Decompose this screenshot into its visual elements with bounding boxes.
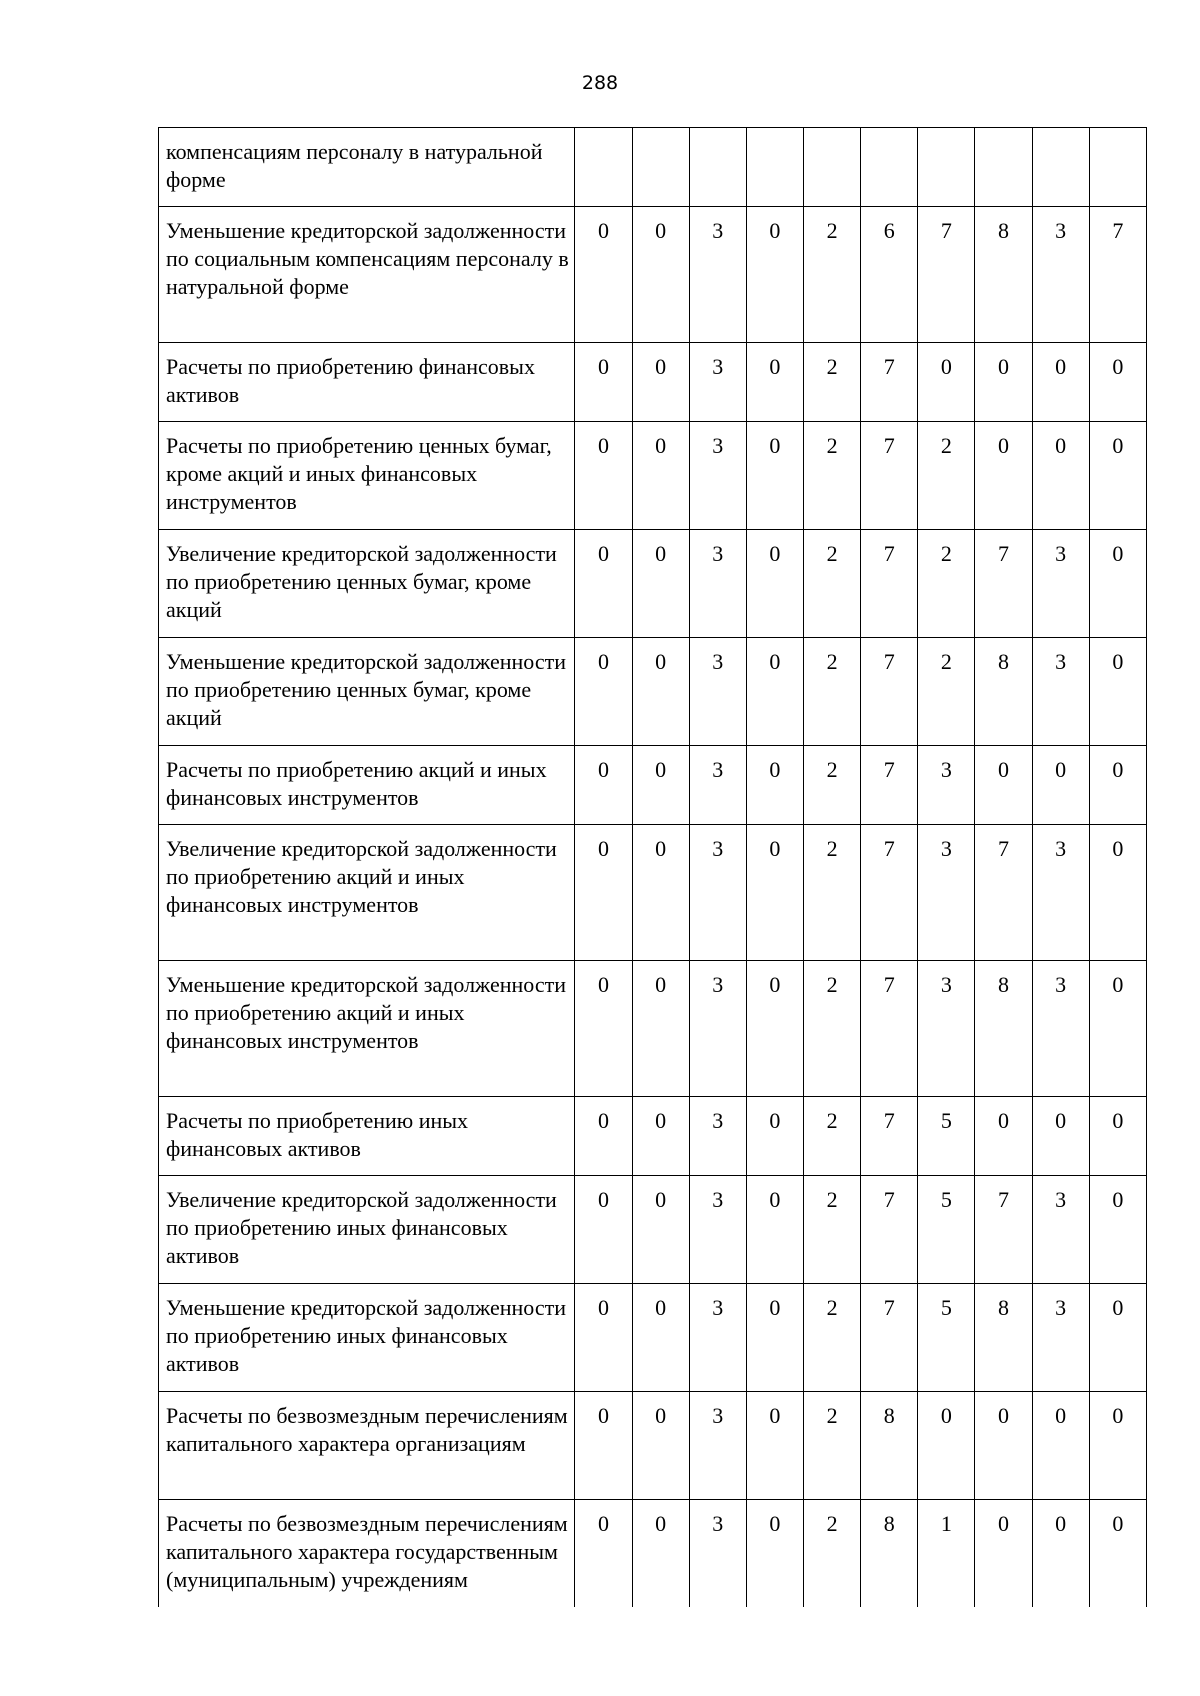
code-digit-cell: 0 [746,343,803,422]
table-row [159,1500,1147,1608]
code-digit-cell: 7 [975,825,1032,961]
code-digit-cell: 3 [918,825,975,961]
code-digit-cell: 7 [861,1284,918,1392]
code-digit-cell: 0 [1032,343,1089,422]
row-label: Увеличение кредиторской задолженности по приобретению ценных бумаг, кроме акций [159,530,575,638]
code-digit-cell: 0 [975,1500,1032,1608]
code-digit-cell: 0 [746,825,803,961]
code-digit-cell: 6 [861,207,918,343]
table-row [159,1097,1147,1176]
row-label: Уменьшение кредиторской задолженности по приобретению акций и иных финансовых инструментов [159,961,575,1097]
code-digit-cell: 3 [1032,825,1089,961]
code-digit-cell: 3 [918,961,975,1097]
code-digit-cell: 0 [975,746,1032,825]
code-digit-cell: 0 [632,1097,689,1176]
row-label: Расчеты по безвозмездным перечислениям капитального характера организациям [159,1392,575,1500]
table-row [159,825,1147,961]
table-row [159,638,1147,746]
code-digit-cell: 0 [1032,1097,1089,1176]
code-digit-cell: 0 [632,1284,689,1392]
code-digit-cell: 2 [918,530,975,638]
code-digit-cell [1089,128,1146,207]
code-digit-cell: 3 [689,961,746,1097]
table-row [159,343,1147,422]
code-digit-cell: 0 [1089,746,1146,825]
code-digit-cell: 0 [1089,638,1146,746]
code-digit-cell: 0 [575,825,632,961]
code-digit-cell: 0 [632,961,689,1097]
page-number: 288 [581,72,619,94]
code-digit-cell: 0 [1089,530,1146,638]
account-codes-table-wrapper [158,127,1147,1607]
code-digit-cell: 3 [1032,207,1089,343]
code-digit-cell: 7 [861,1176,918,1284]
code-digit-cell: 0 [632,422,689,530]
code-digit-cell: 3 [689,530,746,638]
code-digit-cell: 0 [1032,1392,1089,1500]
code-digit-cell: 2 [804,746,861,825]
table-row [159,422,1147,530]
code-digit-cell: 0 [746,1176,803,1284]
code-digit-cell: 2 [804,207,861,343]
code-digit-cell: 2 [804,961,861,1097]
account-codes-table [158,127,1147,1607]
code-digit-cell: 8 [861,1500,918,1608]
code-digit-cell: 2 [804,343,861,422]
code-digit-cell: 8 [975,638,1032,746]
code-digit-cell: 5 [918,1097,975,1176]
code-digit-cell: 0 [632,343,689,422]
row-label: Расчеты по приобретению иных финансовых активов [159,1097,575,1176]
code-digit-cell: 0 [1089,422,1146,530]
code-digit-cell: 0 [1032,746,1089,825]
code-digit-cell: 3 [689,1500,746,1608]
code-digit-cell: 2 [918,638,975,746]
code-digit-cell: 8 [861,1392,918,1500]
code-digit-cell: 0 [746,746,803,825]
code-digit-cell: 0 [975,343,1032,422]
code-digit-cell: 0 [575,1176,632,1284]
code-digit-cell: 0 [632,638,689,746]
code-digit-cell: 0 [575,961,632,1097]
code-digit-cell: 3 [1032,1176,1089,1284]
code-digit-cell: 0 [632,207,689,343]
code-digit-cell: 0 [1089,1176,1146,1284]
code-digit-cell: 0 [632,1500,689,1608]
code-digit-cell: 0 [1089,1097,1146,1176]
row-label: Расчеты по безвозмездным перечислениям капитального характера государственным (муниципальным) учреждениям [159,1500,575,1608]
code-digit-cell: 0 [918,343,975,422]
code-digit-cell: 3 [689,638,746,746]
code-digit-cell: 3 [689,1176,746,1284]
code-digit-cell: 0 [975,422,1032,530]
code-digit-cell: 0 [1089,1284,1146,1392]
code-digit-cell: 2 [804,1392,861,1500]
row-label: компенсациям персоналу в натуральной форме [159,128,575,207]
code-digit-cell: 3 [1032,961,1089,1097]
code-digit-cell: 3 [689,1284,746,1392]
code-digit-cell: 0 [1089,1392,1146,1500]
code-digit-cell: 2 [804,422,861,530]
table-row [159,961,1147,1097]
code-digit-cell: 2 [804,638,861,746]
code-digit-cell: 0 [575,746,632,825]
code-digit-cell: 0 [975,1097,1032,1176]
code-digit-cell: 0 [746,1284,803,1392]
row-label: Расчеты по приобретению ценных бумаг, кроме акций и иных финансовых инструментов [159,422,575,530]
code-digit-cell [632,128,689,207]
code-digit-cell [861,128,918,207]
code-digit-cell: 0 [746,1097,803,1176]
code-digit-cell: 2 [804,1097,861,1176]
code-digit-cell: 3 [1032,530,1089,638]
code-digit-cell: 0 [575,530,632,638]
code-digit-cell: 0 [575,422,632,530]
code-digit-cell: 0 [746,1392,803,1500]
code-digit-cell: 3 [1032,1284,1089,1392]
code-digit-cell: 5 [918,1284,975,1392]
code-digit-cell: 0 [632,825,689,961]
code-digit-cell: 0 [575,1097,632,1176]
code-digit-cell: 2 [804,1284,861,1392]
code-digit-cell: 3 [689,343,746,422]
code-digit-cell: 3 [918,746,975,825]
code-digit-cell: 7 [975,1176,1032,1284]
code-digit-cell: 2 [804,1176,861,1284]
code-digit-cell: 7 [1089,207,1146,343]
table-row [159,746,1147,825]
code-digit-cell: 1 [918,1500,975,1608]
code-digit-cell: 3 [689,207,746,343]
code-digit-cell: 2 [804,1500,861,1608]
code-digit-cell: 0 [632,746,689,825]
code-digit-cell: 2 [804,530,861,638]
code-digit-cell: 2 [918,422,975,530]
code-digit-cell: 3 [689,1392,746,1500]
code-digit-cell: 8 [975,961,1032,1097]
code-digit-cell: 0 [632,1176,689,1284]
code-digit-cell: 0 [1089,343,1146,422]
code-digit-cell: 2 [804,825,861,961]
table-row [159,530,1147,638]
code-digit-cell: 0 [575,1284,632,1392]
code-digit-cell: 0 [1032,1500,1089,1608]
code-digit-cell: 0 [746,422,803,530]
code-digit-cell: 0 [1089,1500,1146,1608]
code-digit-cell [1032,128,1089,207]
code-digit-cell: 0 [1089,825,1146,961]
table-row [159,1176,1147,1284]
code-digit-cell: 7 [861,343,918,422]
code-digit-cell: 0 [575,343,632,422]
code-digit-cell: 0 [746,961,803,1097]
code-digit-cell: 0 [1089,961,1146,1097]
code-digit-cell: 3 [689,1097,746,1176]
code-digit-cell: 7 [975,530,1032,638]
row-label: Уменьшение кредиторской задолженности по приобретению ценных бумаг, кроме акций [159,638,575,746]
code-digit-cell: 7 [861,530,918,638]
code-digit-cell: 3 [689,422,746,530]
row-label: Расчеты по приобретению финансовых активов [159,343,575,422]
code-digit-cell: 0 [918,1392,975,1500]
code-digit-cell: 0 [632,1392,689,1500]
code-digit-cell: 8 [975,207,1032,343]
code-digit-cell: 0 [575,207,632,343]
code-digit-cell: 5 [918,1176,975,1284]
code-digit-cell: 0 [575,1392,632,1500]
code-digit-cell [689,128,746,207]
code-digit-cell: 0 [575,638,632,746]
code-digit-cell [746,128,803,207]
table-row [159,207,1147,343]
code-digit-cell: 0 [746,530,803,638]
code-digit-cell: 3 [689,825,746,961]
code-digit-cell: 7 [861,1097,918,1176]
code-digit-cell [918,128,975,207]
code-digit-cell: 7 [861,638,918,746]
code-digit-cell [575,128,632,207]
code-digit-cell: 7 [861,746,918,825]
row-label: Расчеты по приобретению акций и иных финансовых инструментов [159,746,575,825]
row-label: Увеличение кредиторской задолженности по приобретению акций и иных финансовых инструментов [159,825,575,961]
code-digit-cell: 8 [975,1284,1032,1392]
table-row [159,1284,1147,1392]
code-digit-cell: 0 [1032,422,1089,530]
code-digit-cell: 0 [746,638,803,746]
table-body [159,128,1147,1608]
code-digit-cell: 7 [861,422,918,530]
code-digit-cell: 3 [689,746,746,825]
code-digit-cell: 0 [575,1500,632,1608]
code-digit-cell [975,128,1032,207]
code-digit-cell: 0 [975,1392,1032,1500]
table-row [159,128,1147,207]
code-digit-cell: 3 [1032,638,1089,746]
code-digit-cell: 0 [746,207,803,343]
row-label: Уменьшение кредиторской задолженности по приобретению иных финансовых активов [159,1284,575,1392]
table-row [159,1392,1147,1500]
code-digit-cell: 0 [746,1500,803,1608]
row-label: Увеличение кредиторской задолженности по приобретению иных финансовых активов [159,1176,575,1284]
code-digit-cell: 0 [632,530,689,638]
code-digit-cell [804,128,861,207]
row-label: Уменьшение кредиторской задолженности по социальным компенсациям персоналу в натуральной форме [159,207,575,343]
code-digit-cell: 7 [918,207,975,343]
code-digit-cell: 7 [861,961,918,1097]
code-digit-cell: 7 [861,825,918,961]
